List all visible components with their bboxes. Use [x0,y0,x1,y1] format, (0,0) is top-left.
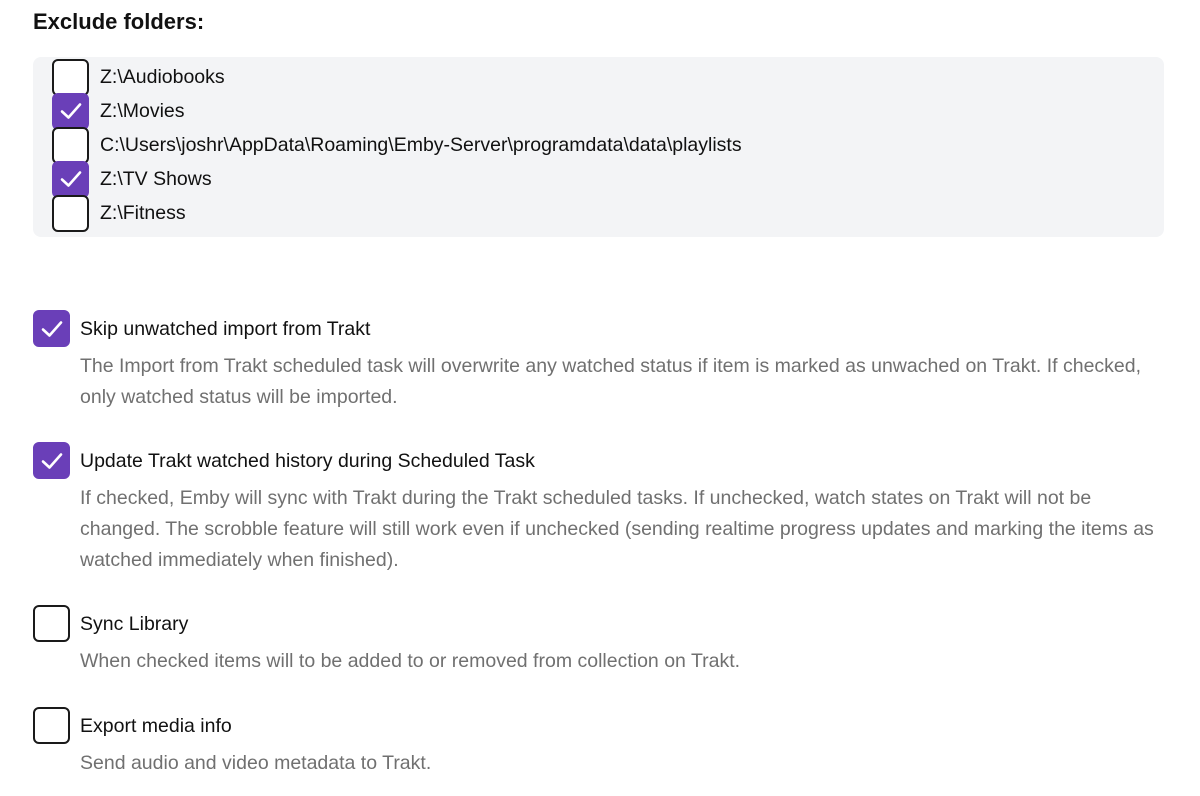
option-export-media-info [33,707,1173,779]
skip-unwatched-checkbox[interactable] [33,310,70,347]
checkmark-icon [40,451,64,471]
option-description: The Import from Trakt scheduled task will overwrite any watched status if item is marked as unwached on Trakt. If checked, only watched status will be imported. [80,355,1142,408]
folder-item-tv-shows[interactable] [52,162,212,196]
folder-path: Z:\Fitness [100,202,186,224]
option-update-watched-history [33,442,1173,576]
folder-path: Z:\TV Shows [100,168,212,190]
option-row[interactable] [33,707,1173,744]
option-description: If checked, Emby will sync with Trakt during the Trakt scheduled tasks. If unchecked, watch states on Trakt will not be changed. The scrobble feature will still work even if unchecked (sending realtime progress updates and marking the items as watched immediately when finished). [80,487,1154,571]
option-description: Send audio and video metadata to Trakt. [80,752,432,774]
option-label: Update Trakt watched history during Scheduled Task [80,449,535,472]
option-row[interactable] [33,310,1173,347]
checkmark-icon [59,101,83,121]
folder-path: Z:\Movies [100,100,185,122]
folder-checkbox[interactable] [52,59,89,96]
option-row[interactable] [33,442,1173,479]
folder-item-playlists[interactable] [52,128,742,162]
checkmark-icon [40,319,64,339]
exclude-folders-list [33,57,1164,237]
option-label: Export media info [80,714,232,737]
folder-item-audiobooks[interactable] [52,60,225,94]
folder-path: C:\Users\joshr\AppData\Roaming\Emby-Server\programdata\data\playlists [100,134,742,156]
folder-path: Z:\Audiobooks [100,66,225,88]
exclude-folders-heading: Exclude folders: [33,9,205,34]
folder-checkbox[interactable] [52,127,89,164]
folder-item-movies[interactable] [52,94,185,128]
option-description: When checked items will to be added to or removed from collection on Trakt. [80,650,741,672]
folder-item-fitness[interactable] [52,196,186,230]
export-media-info-checkbox[interactable] [33,707,70,744]
option-label: Sync Library [80,612,189,635]
update-history-checkbox[interactable] [33,442,70,479]
sync-library-checkbox[interactable] [33,605,70,642]
checkmark-icon [59,169,83,189]
folder-checkbox[interactable] [52,161,89,198]
option-label: Skip unwatched import from Trakt [80,317,371,340]
option-skip-unwatched-import [33,310,1173,413]
folder-checkbox[interactable] [52,195,89,232]
option-sync-library [33,605,1173,677]
option-row[interactable] [33,605,1173,642]
folder-checkbox[interactable] [52,93,89,130]
